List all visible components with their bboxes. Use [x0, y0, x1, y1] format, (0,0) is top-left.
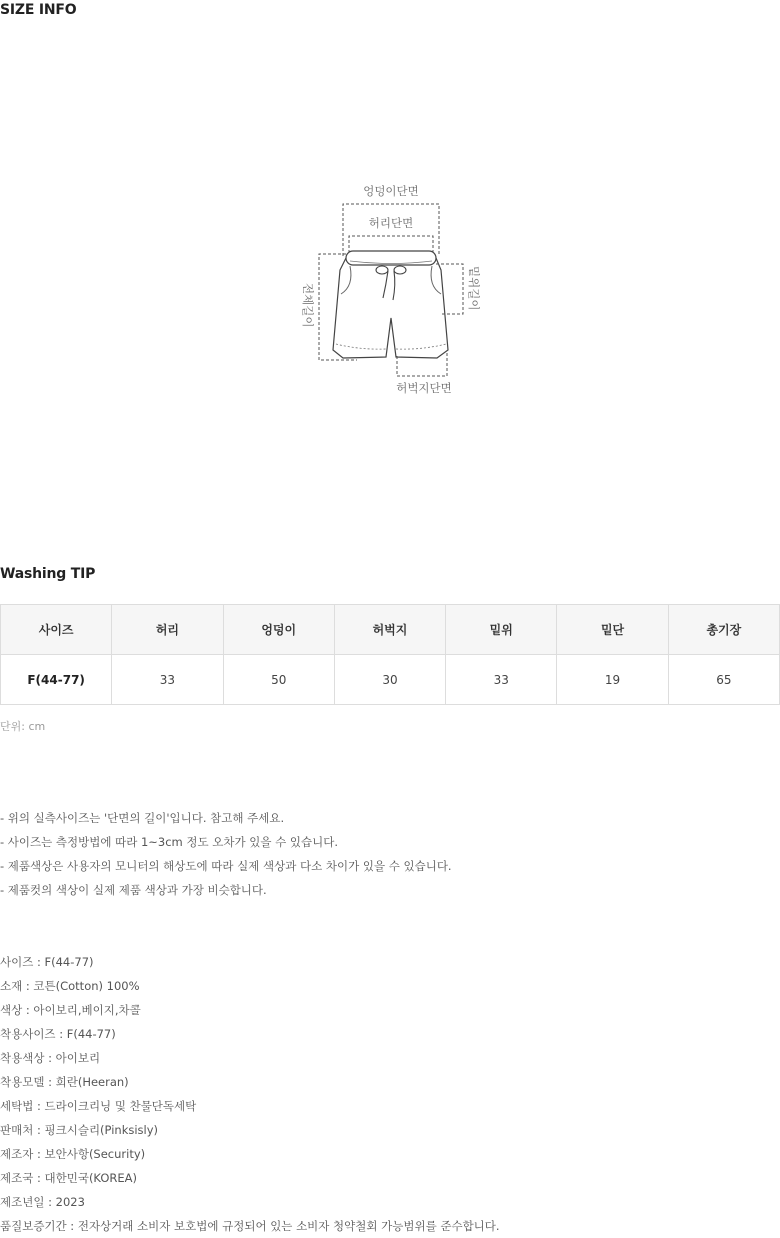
list-item: - 사이즈는 측정방법에 따라 1~3cm 정도 오차가 있을 수 있습니다. [0, 835, 339, 849]
hem-cell: 19 [557, 655, 668, 705]
list-item: - 제품색상은 사용자의 모니터의 해상도에 따라 실제 색상과 다소 차이가 있을 수 있습니다. [0, 859, 452, 873]
header-size: 사이즈 [1, 605, 112, 655]
waist-label: 허리단면 [368, 216, 414, 230]
spec-year: 제조년일 : 2023 [0, 1195, 85, 1209]
spec-seller: 판매처 : 핑크시슬리(Pinksisly) [0, 1123, 159, 1137]
total-length-cell: 65 [668, 655, 779, 705]
spec-country: 제조국 : 대한민국(KOREA) [0, 1171, 138, 1185]
spec-manufacturer: 제조자 : 보안사항(Security) [0, 1147, 146, 1161]
spec-washing: 세탁법 : 드라이크리닝 및 찬물단독세탁 [0, 1099, 197, 1113]
spec-size: 사이즈 : F(44-77) [0, 955, 94, 969]
hip-label: 엉덩이단면 [363, 184, 419, 198]
list-item: - 위의 실측사이즈는 '단면의 길이'입니다. 참고해 주세요. [0, 811, 285, 825]
thigh-label: 허벅지단면 [396, 381, 452, 395]
spec-material: 소재 : 코튼(Cotton) 100% [0, 979, 140, 993]
washing-tip-title: Washing TIP [0, 566, 96, 582]
rise-cell: 33 [446, 655, 557, 705]
table-header-row [1, 605, 780, 655]
size-cell: F(44-77) [1, 655, 112, 705]
header-hem: 밑단 [557, 605, 668, 655]
header-thigh: 허벅지 [334, 605, 445, 655]
spec-color: 색상 : 아이보리,베이지,차콜 [0, 1003, 141, 1017]
shorts-size-diagram [290, 176, 490, 402]
spec-worn-color: 착용색상 : 아이보리 [0, 1051, 101, 1065]
product-specs-list [0, 950, 500, 1238]
header-hip: 엉덩이 [223, 605, 334, 655]
size-notes-list [0, 806, 452, 902]
header-waist: 허리 [112, 605, 223, 655]
unit-note: 단위: cm [0, 720, 46, 733]
hip-measure-line [343, 204, 439, 256]
size-table [0, 604, 780, 705]
table-row [1, 655, 780, 705]
header-rise: 밑위 [446, 605, 557, 655]
waist-cell: 33 [112, 655, 223, 705]
spec-warranty: 품질보증기간 : 전자상거래 소비자 보호법에 규정되어 있는 소비자 청약철회 가능범위를 준수합니다. [0, 1219, 500, 1233]
spec-model: 착용모델 : 희란(Heeran) [0, 1075, 129, 1089]
hip-cell: 50 [223, 655, 334, 705]
size-info-title: SIZE INFO [0, 2, 77, 18]
total-length-label: 전체길이 [301, 283, 315, 328]
spec-worn-size: 착용사이즈 : F(44-77) [0, 1027, 116, 1041]
rise-label: 밑위길이 [467, 266, 481, 311]
list-item: - 제품컷의 색상이 실제 제품 색상과 가장 비슷합니다. [0, 883, 267, 897]
thigh-cell: 30 [334, 655, 445, 705]
header-total-length: 총기장 [668, 605, 779, 655]
